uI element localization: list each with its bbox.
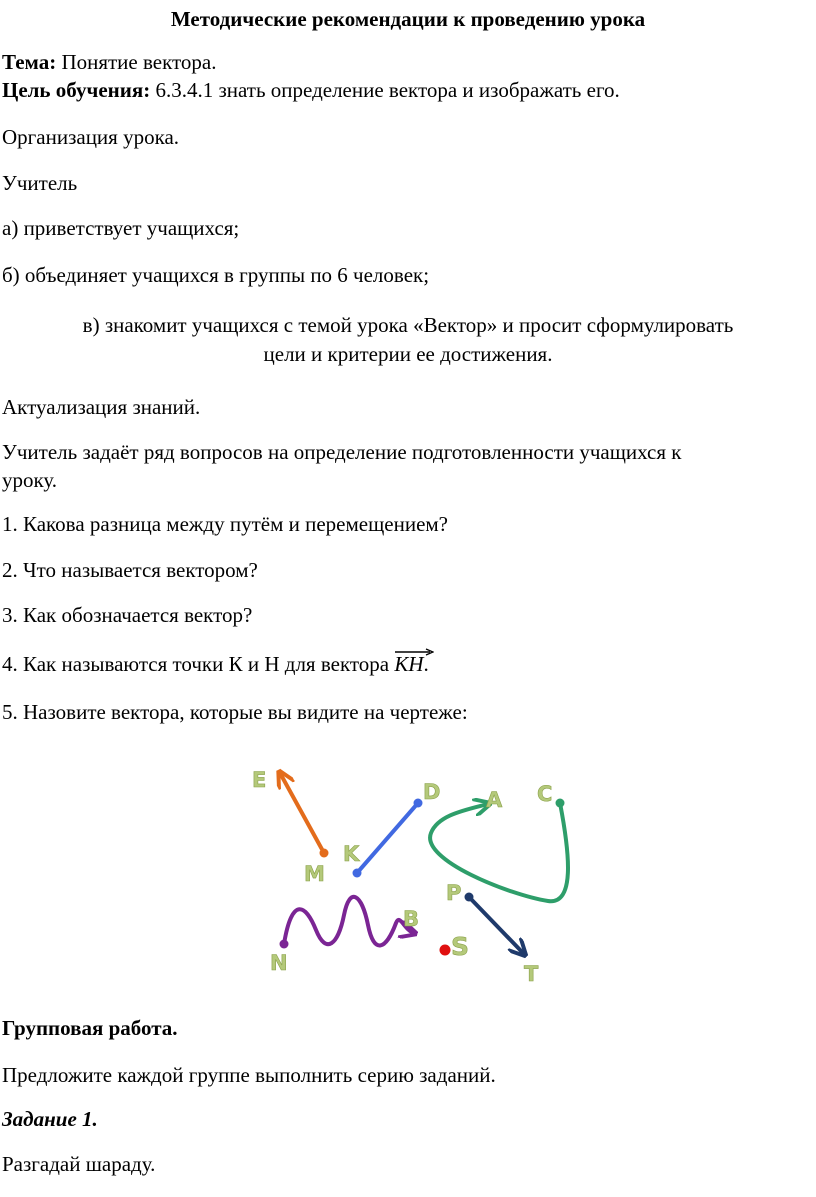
step-c-line2: цели и критерии ее достижения. [263,342,553,366]
question-2: 2. Что называется вектором? [2,558,258,582]
step-a: а) приветствует учащихся; [2,216,240,240]
task-1-text: Разгадай шараду. [2,1152,156,1176]
label-p: P [446,881,462,905]
vector-me [280,773,324,853]
topic-label: Тема: [2,50,57,74]
step-b: б) объединяет учащихся в группы по 6 человек; [2,263,430,287]
label-b: B [403,907,420,931]
question-3: 3. Как обозначается вектор? [2,603,253,627]
point-p [465,893,474,902]
point-c [556,799,565,808]
vector-nb [284,897,414,946]
question-4-text: 4. Как называются точки К и Н для вектора [2,652,395,676]
point-s [440,945,451,956]
label-c: C [537,782,553,806]
topic-value: Понятие вектора. [56,50,217,74]
label-n: N [270,951,288,975]
point-n [280,940,289,949]
task-1-heading: Задание 1. [2,1107,98,1131]
intro-line1: Учитель задаёт ряд вопросов на определение подготовленности учащихся к [2,440,682,464]
actualization-heading: Актуализация знаний. [2,395,201,419]
label-e: E [252,768,267,792]
label-k: K [343,842,360,866]
vector-arrow-icon [394,648,434,656]
intro-line2: уроку. [2,468,58,492]
label-m: M [304,862,325,886]
organization-heading: Организация урока. [2,125,180,149]
vector-pt [469,897,524,954]
vector-diagram [240,755,570,990]
page-title: Методические рекомендации к проведению урока [170,7,646,31]
vector-kd [357,803,418,873]
point-d [414,799,423,808]
label-t: T [524,962,539,986]
point-m [320,849,329,858]
topic-line [2,49,217,75]
label-s: S [451,932,470,961]
goal-label: Цель обучения: [2,78,151,102]
goal-value: 6.3.4.1 знать определение вектора и изображать его. [150,78,620,102]
question-1: 1. Какова разница между путём и перемещением? [2,512,449,536]
teacher-label: Учитель [2,171,78,195]
vector-kh [394,651,423,677]
label-d: D [423,780,441,804]
question-4-end: . [423,652,429,676]
vector-kh-letters: KH [394,652,424,676]
goal-line [2,77,620,103]
group-work-heading: Групповая работа. [2,1016,178,1040]
point-k [353,869,362,878]
label-a: A [486,788,503,812]
group-work-text: Предложите каждой группе выполнить серию заданий. [2,1063,496,1087]
question-4 [2,651,429,677]
question-5: 5. Назовите вектора, которые вы видите на чертеже: [2,700,468,724]
step-c-line1: в) знакомит учащихся с темой урока «Вектор» и просит сформулировать [82,313,734,337]
